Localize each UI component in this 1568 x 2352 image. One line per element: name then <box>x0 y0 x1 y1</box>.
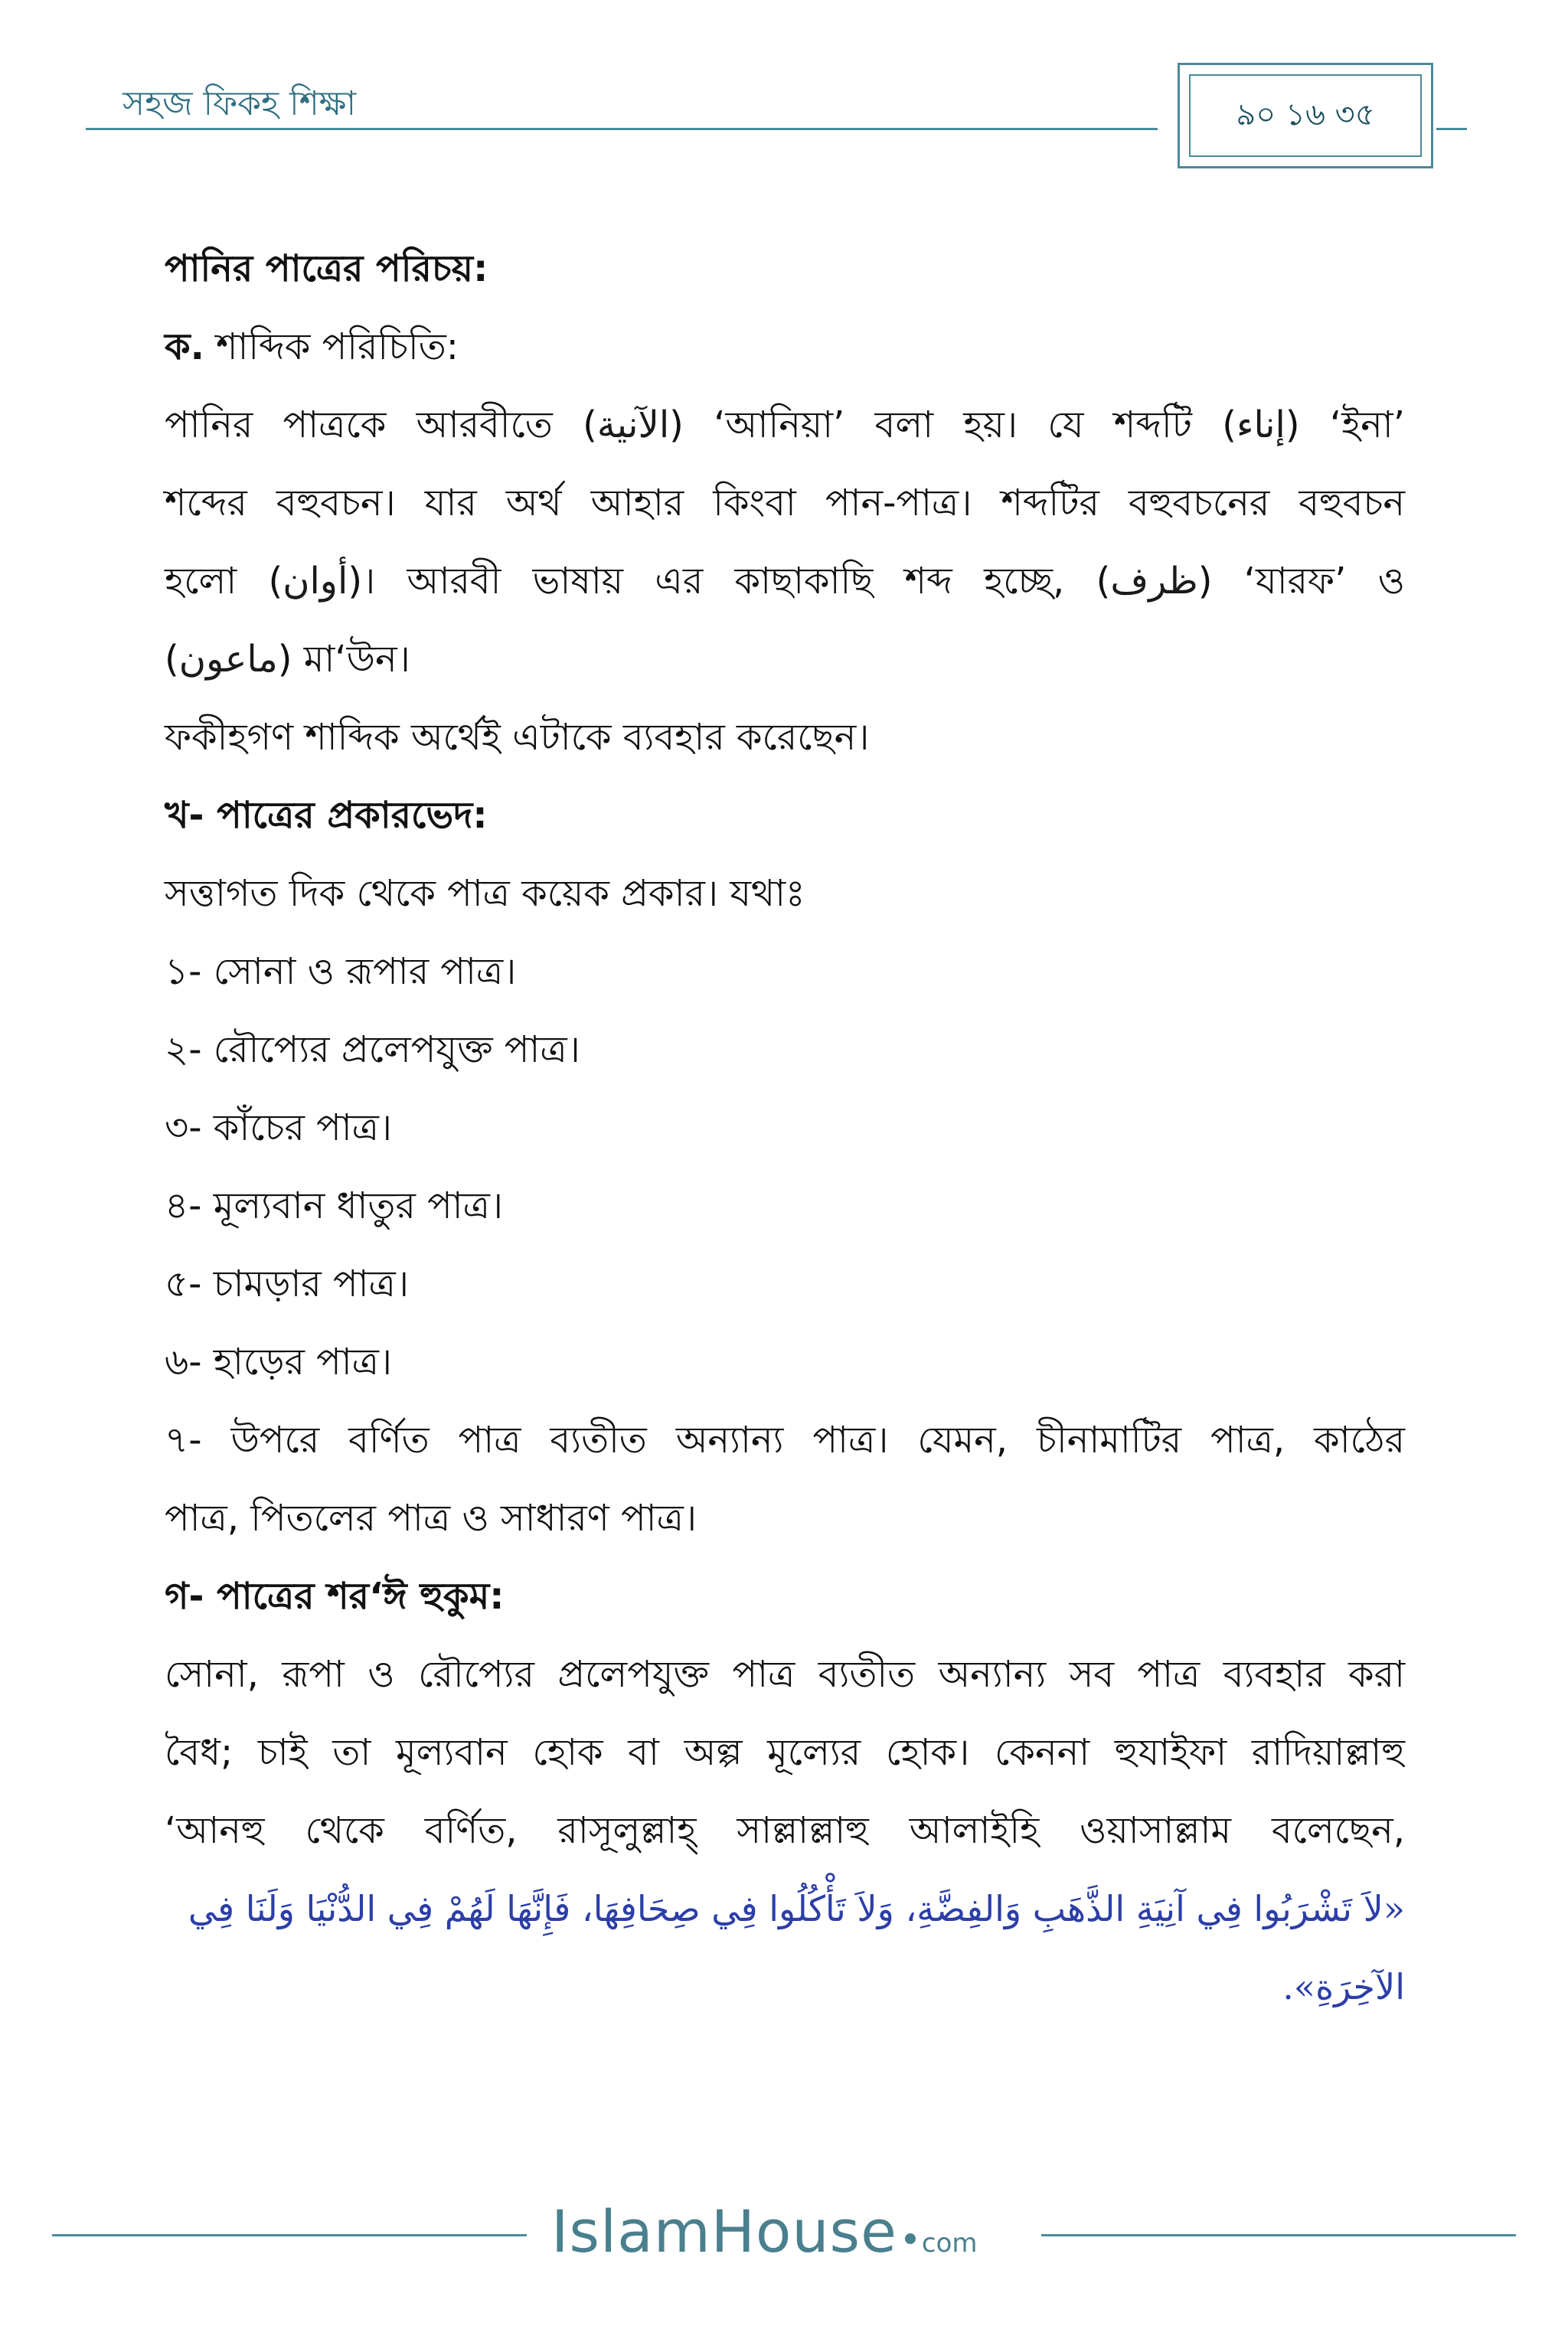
logo-text: IslamHouse <box>551 2197 897 2265</box>
logo-suffix: com <box>921 2228 978 2259</box>
text-run: ) ‘আনিয়া’ বলা হয়। যে শব্দটি ( <box>669 403 1236 446</box>
footer-divider-left <box>52 2234 527 2236</box>
para4-line2: বৈধ; চাই তা মূল্যবান হোক বা অল্প মূল্যের হোক। কেননা হুযাইফা রাদিয়াল্লাহু <box>165 1731 1405 1774</box>
arabic-word: ماعون <box>178 638 278 681</box>
arabic-word: أوان <box>283 560 348 603</box>
para2: ফকীহগণ শাব্দিক অর্থেই এটাকে ব্যবহার করেছেন। <box>165 716 870 759</box>
book-title: সহজ ফিকহ শিক্ষা <box>122 84 357 123</box>
text-run: ) ‘যারফ’ ও <box>1197 560 1405 603</box>
subheading-ka-text: শাব্দিক পরিচিতি: <box>216 325 459 368</box>
heading-vessel-types: খ- পাত্রের প্রকারভেদ: <box>165 794 488 837</box>
list-item: ৬- হাড়ের পাত্র। <box>165 1341 393 1383</box>
text-run: পানির পাত্রকে আরবীতে ( <box>165 403 597 446</box>
vessel-type-list <box>165 933 1405 1557</box>
list-item: ৩- কাঁচের পাত্র। <box>165 1106 393 1149</box>
text-run: ) ‘ইনা’ <box>1285 403 1405 446</box>
heading-sharia-ruling: গ- পাত্রের শর‘ঈ হুকুম: <box>165 1575 505 1618</box>
islamhouse-logo <box>551 2197 978 2271</box>
list-item: ৪- মূল্যবান ধাতুর পাত্র। <box>165 1184 504 1227</box>
text-run: ) মা‘উন। <box>277 638 410 681</box>
list-item: ২- রৌপ্যের প্রলেপযুক্ত পাত্র। <box>165 1028 580 1071</box>
logo-dot-icon <box>905 2233 916 2244</box>
text-run: ( <box>165 638 179 681</box>
hadith-line1: «لاَ تَشْرَبُوا فِي آنِيَةِ الذَّهَبِ وَالفِضَّةِ، وَلاَ تَأْكُلُوا فِي صِحَافِهَا، فَإِنَّهَا لَهُمْ فِي الدُّنْيَا وَلَنَا فِي <box>188 1888 1405 1929</box>
arabic-word: ظرف <box>1110 560 1198 603</box>
header-divider <box>86 128 1158 130</box>
para3: সত্তাগত দিক থেকে পাত্র কয়েক প্রকার। যথাঃ <box>165 872 805 915</box>
page-content <box>165 230 1405 2026</box>
subheading-ka-prefix: ক. <box>165 325 204 368</box>
arabic-word: الآنية <box>596 403 670 446</box>
text-run: হলো ( <box>165 560 283 603</box>
para1-line2: শব্দের বহুবচন। যার অর্থ আহার কিংবা পান-পাত্র। শব্দটির বহুবচনের বহুবচন <box>165 482 1405 524</box>
list-item-7-line2: পাত্র, পিতলের পাত্র ও সাধারণ পাত্র। <box>165 1497 697 1540</box>
para1-line3 <box>165 542 1405 620</box>
arabic-word: إناء <box>1236 403 1285 446</box>
subheading-ka <box>165 308 1405 386</box>
para1-line1 <box>165 386 1405 464</box>
hadith-line2: الآخِرَةِ». <box>1282 1966 1405 2007</box>
heading-vessel-intro: পানির পাত্রের পরিচয়: <box>165 247 488 290</box>
para4-line3: ‘আনহু থেকে বর্ণিত, রাসূলুল্লাহ্‌ সাল্লাল্লাহু আলাইহি ওয়াসাল্লাম বলেছেন, <box>165 1809 1405 1852</box>
list-item: ১- সোনা ও রূপার পাত্র। <box>165 950 517 993</box>
page-number: ৯০ ১৬ ৩৫ <box>1189 74 1422 157</box>
header-divider-end <box>1436 128 1467 130</box>
list-item: ৫- চামড়ার পাত্র। <box>165 1263 409 1305</box>
page-number-box <box>1178 63 1433 168</box>
para1-line4 <box>165 620 1405 698</box>
para4-line1: সোনা, রূপা ও রৌপ্যের প্রলেপযুক্ত পাত্র ব্যতীত অন্যান্য সব পাত্র ব্যবহার করা <box>165 1653 1405 1696</box>
list-item-7-line1: ৭- উপরে বর্ণিত পাত্র ব্যতীত অন্যান্য পাত্র। যেমন, চীনামাটির পাত্র, কাঠের <box>165 1419 1405 1462</box>
footer-divider-right <box>1041 2234 1516 2236</box>
text-run: )। আরবী ভাষায় এর কাছাকাছি শব্দ হচ্ছে, ( <box>348 560 1111 603</box>
